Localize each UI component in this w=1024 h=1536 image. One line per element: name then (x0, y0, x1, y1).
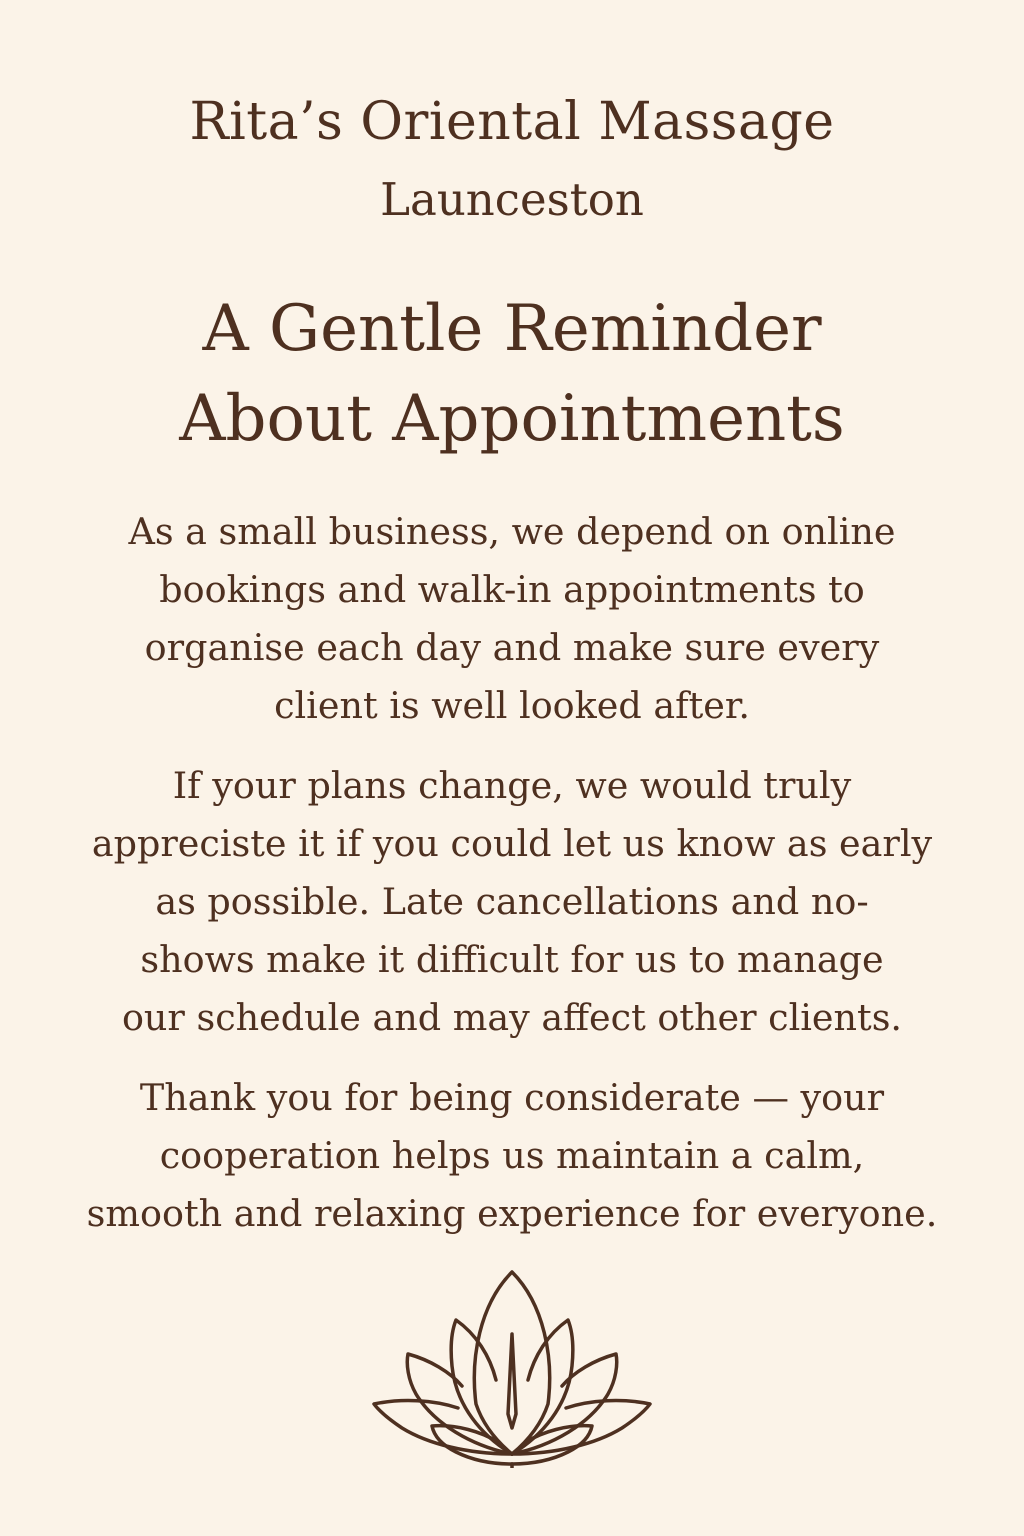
lotus-icon (372, 1268, 652, 1468)
paragraph-cancellation (0, 757, 1024, 1047)
headline (0, 284, 1024, 464)
headline-line: A Gentle Reminder (202, 292, 822, 366)
paragraph-line: as possible. Late cancellations and no- (155, 880, 869, 923)
paragraph-line: bookings and walk-in appointments to (159, 568, 865, 611)
paragraph-line: shows make it difficult for us to manage (140, 938, 884, 981)
paragraph-booking (0, 503, 1024, 735)
paragraph-line: As a small business, we depend on online (128, 510, 896, 553)
paragraph-line: client is well looked after. (274, 684, 750, 727)
business-name: Rita’s Oriental Massage (189, 92, 835, 152)
paragraph-line: our schedule and may affect other clients. (121, 996, 903, 1039)
paragraph-line: appreciste it if you could let us know as early (91, 822, 933, 865)
paragraph-line: cooperation helps us maintain a calm, (159, 1134, 865, 1177)
headline-line: About Appointments (179, 382, 845, 456)
paragraph-line: smooth and relaxing experience for everyone. (86, 1192, 938, 1235)
paragraph-line: Thank you for being considerate — your (139, 1076, 885, 1119)
paragraph-line: If your plans change, we would truly (172, 764, 852, 807)
paragraph-thanks (0, 1069, 1024, 1243)
paragraph-line: organise each day and make sure every (144, 626, 880, 669)
location: Launceston (380, 173, 644, 226)
